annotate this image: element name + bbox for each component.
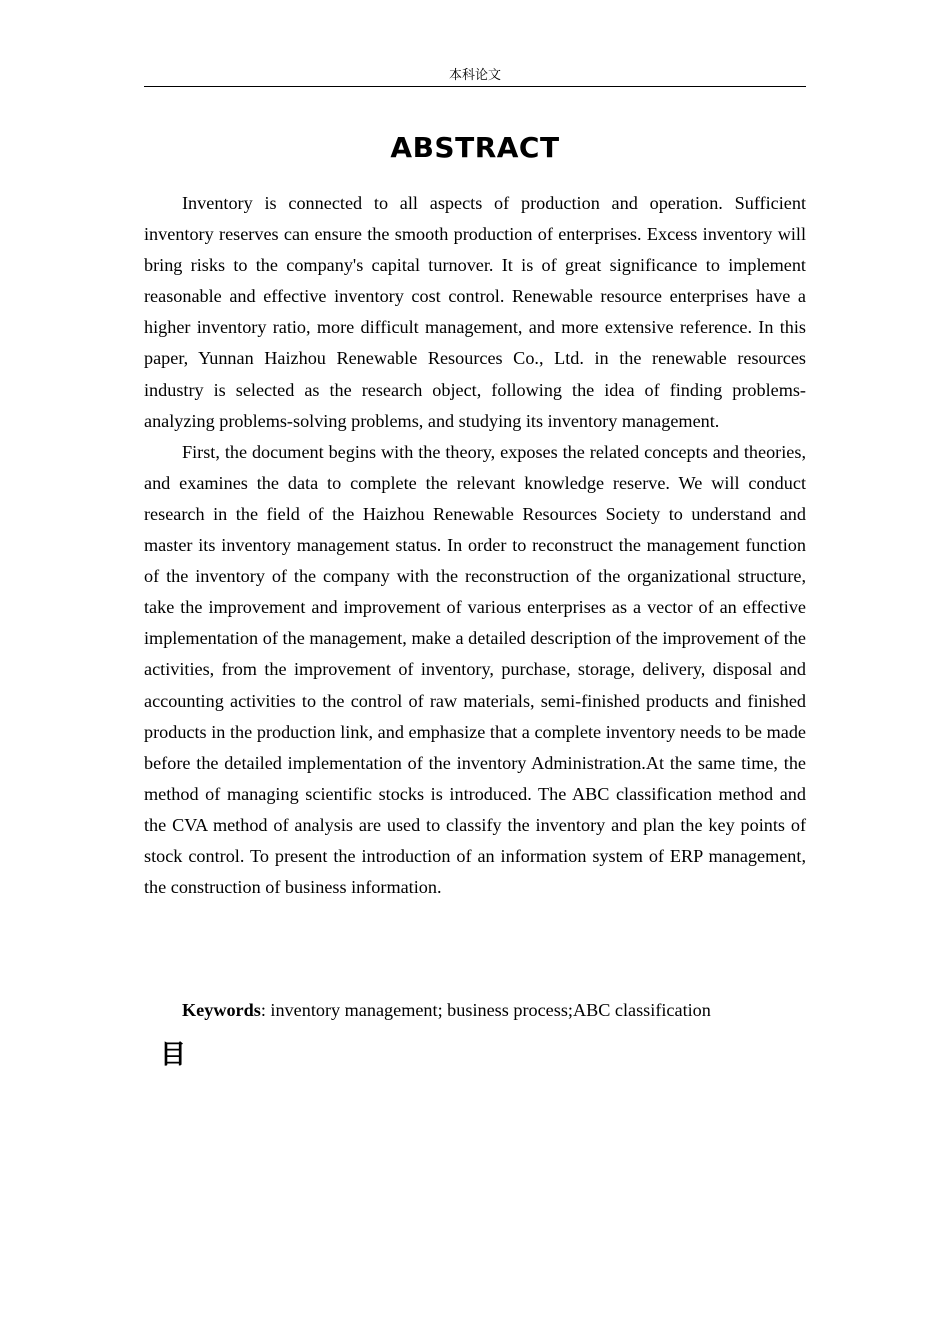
abstract-body — [144, 188, 806, 903]
abstract-title: ABSTRACT — [390, 131, 560, 164]
keywords-line — [182, 995, 806, 1026]
abstract-paragraph-1: Inventory is connected to all aspects of production and operation. Sufficient inventory reserves can ensure the smooth production of enterprises. Excess inventory will bring risks to the company's capital turnover. It is of great significance to implement reasonable and effective inventory cost control. Renewable resource enterprises have a higher inventory ratio, more difficult management, and more extensive reference. In this paper, Yunnan Haizhou Renewable Resources Co., Ltd. in the renewable resources industry is selected as the research object, following the idea of finding problems-analyzing problems-solving problems, and studying its inventory management. — [144, 193, 806, 431]
abstract-paragraph-2: First, the document begins with the theory, exposes the related concepts and theories, and examines the data to complete the relevant knowledge reserve. We will conduct research in the field of the Haizhou Renewable Resources Society to understand and master its inventory management status. In order to reconstruct the management function of the inventory of the company with the reconstruction of the organizational structure, take the improvement and improvement of various enterprises as a vector of an effective implementation of the management, make a detailed description of the improvement of the activities, from the improvement of inventory, purchase, storage, delivery, disposal and accounting activities to the control of raw materials, semi-finished products and finished products in the production link, and emphasize that a complete inventory needs to be made before the detailed implementation of the inventory Administration.At the same time, the method of managing scientific stocks is introduced. The ABC classification method and the CVA method of analysis are used to classify the inventory and plan the key points of stock control. To present the introduction of an information system of ERP management, the construction of business information. — [144, 441, 806, 898]
toc-heading: 目 — [160, 1040, 187, 1070]
running-header — [144, 66, 806, 87]
running-header-title: 本科论文 — [448, 68, 501, 83]
keywords-text: : inventory management; business process;ABC classification — [260, 1000, 711, 1020]
keywords-label: Keywords — [182, 1000, 261, 1020]
